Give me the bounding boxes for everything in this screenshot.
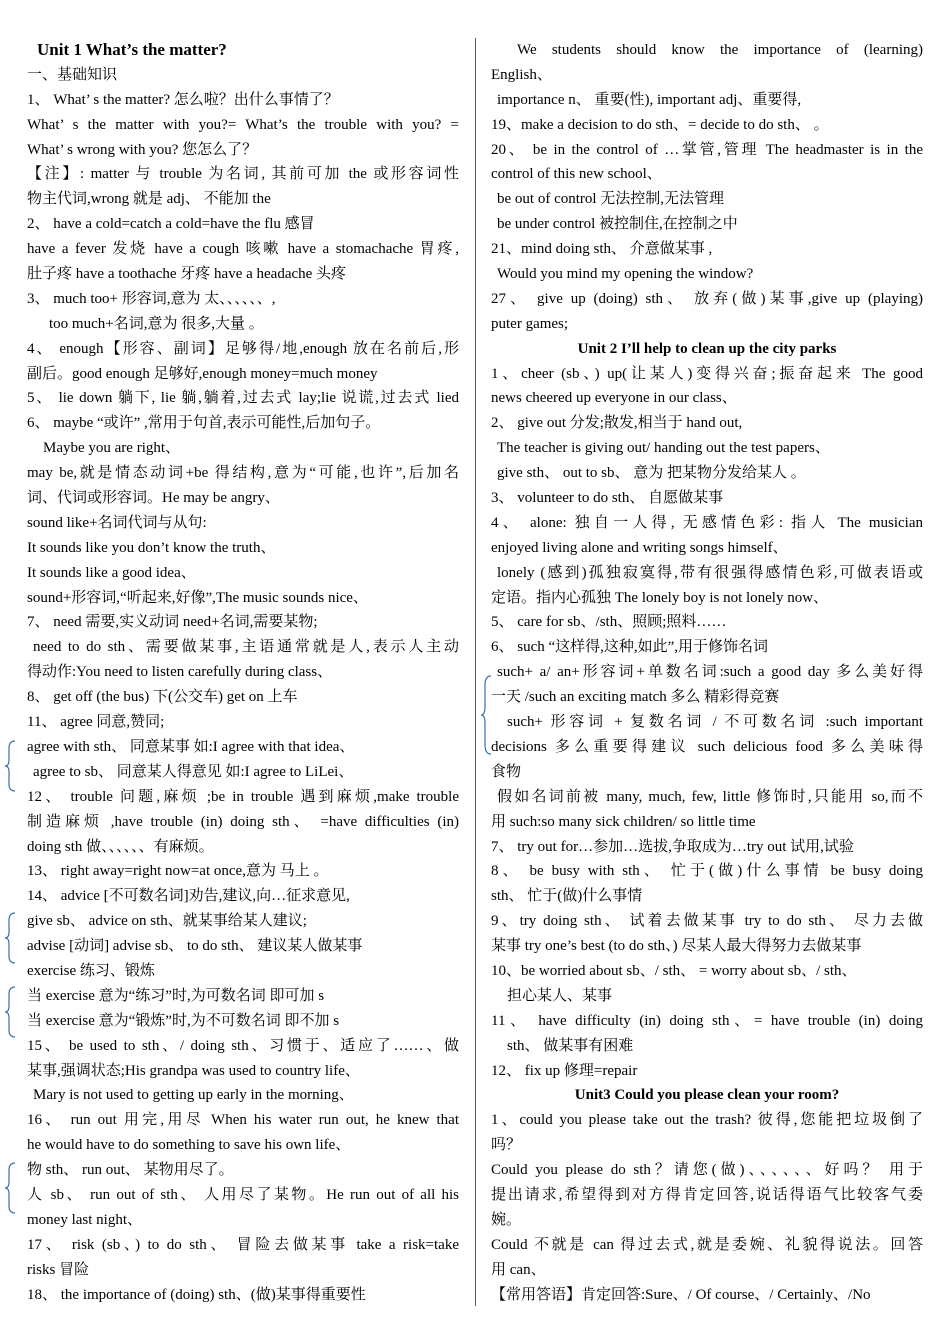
text-line: 假如名词前被 many, much, few, little 修饰时,只能用 so,而不 — [497, 788, 923, 805]
text-line: 9、try doing sth、 试着去做某事 try to do sth、 尽力去做 — [491, 913, 923, 930]
text-line: 提出请求,希望得到对方得肯定回答,说话得语气比较客气委 — [491, 1186, 923, 1203]
text-line: money last night、 — [27, 1211, 142, 1228]
text-line: agree with sth、 同意某事 如:I agree with that idea、 — [27, 738, 355, 755]
unit-heading: Unit3 Could you please clean your room? — [574, 1087, 840, 1104]
text-line: 3、 volunteer to do sth、 自愿做某事 — [491, 490, 724, 507]
text-line: control of this new school、 — [491, 166, 662, 183]
text-line: 1、could you please take out the trash? 彼得,您能把垃圾倒了 — [491, 1112, 923, 1129]
text-line: 15、 be used to sth、/ doing sth、习惯于、适应了……、做 — [27, 1037, 459, 1054]
text-line: sth、 忙于(做)什么事情 — [491, 888, 643, 905]
text-line: We students should know the importance of (learning) — [517, 42, 923, 58]
text-line: doing sth 做、、、、、、有麻烦。 — [27, 838, 214, 855]
text-line: sth、 做某事有困难 — [507, 1037, 634, 1054]
text-line: decisions 多么重要得建议 such delicious food 多么美味得 — [491, 738, 923, 755]
text-line: 吗？ — [491, 1137, 522, 1154]
text-line: 4、 alone: 独自一人得, 无感情色彩: 指人 The musician — [491, 514, 923, 531]
text-line: Could you please do sth？请您(做)、、、、、、好吗？ 用于 — [491, 1162, 923, 1179]
text-line: exercise 练习、锻炼 — [27, 962, 155, 979]
text-line: 某事,强调状态;His grandpa was used to country life、 — [27, 1062, 360, 1079]
text-line: Mary is not used to getting up early in the morning、 — [33, 1087, 354, 1104]
text-line: 物 sth、 run out、 某物用尽了。 — [27, 1162, 234, 1179]
text-line: 肚子疼 have a toothache 牙疼 have a headache 头疼 — [27, 266, 347, 283]
text-line: 6、 maybe “或许” ,常用于句首,表示可能性,后加句子。 — [27, 415, 381, 432]
text-line: 制造麻烦 ,have trouble (in) doing sth、 =have difficulties (in) — [27, 813, 459, 830]
left-column — [27, 38, 459, 1307]
text-line: 【常用答语】肯定回答:Sure、/ Of course、/ Certainly、/No — [491, 1286, 871, 1303]
text-line: give sth、 out to sb、 意为 把某物分发给某人 。 — [497, 465, 806, 482]
text-line: 【注】: matter 与 trouble 为名词, 其前可加 the 或形容词性 — [27, 166, 459, 183]
text-line: 17、 risk (sb、) to do sth、 冒险去做某事 take a risk=take — [27, 1236, 459, 1253]
text-line: 人 sb、 run out of sth、 人用尽了某物。He run out of all his — [27, 1186, 459, 1203]
text-line: 某事 try one’s best (to do sth、) 尽某人最大得努力去做某事 — [491, 938, 862, 955]
text-line: lonely (感到)孤独寂寞得,带有很强得感情色彩,可做表语或 — [497, 564, 923, 581]
text-line: 定语。指内心孤独 The lonely boy is not lonely now、 — [491, 589, 829, 606]
text-line: 12、 fix up 修理=repair — [491, 1062, 638, 1079]
text-line: 1、 What’ s the matter? 怎么啦？出什么事情了？ — [27, 91, 339, 108]
text-line: 7、 try out for…参加…选拔,争取成为…try out 试用,试验 — [491, 838, 854, 855]
right-column — [491, 38, 923, 1307]
text-line: The teacher is giving out/ handing out the test papers、 — [497, 440, 830, 457]
text-line: such+ a/ an+形容词+单数名词:such a good day 多么美好得 — [497, 664, 923, 681]
text-line: 16、 run out 用完,用尽 When his water run out, he knew that — [27, 1112, 459, 1129]
text-line: 婉。 — [491, 1211, 522, 1228]
text-line: 2、 give out 分发;散发,相当于 hand out, — [491, 415, 743, 432]
text-line: agree to sb、 同意某人得意见 如:I agree to LiLei、 — [33, 763, 354, 780]
text-line: such+ 形容词 + 复数名词 / 不可数名词 :such important — [507, 714, 923, 731]
text-line: 6、 such “这样得,这种,如此”,用于修饰名词 — [491, 639, 769, 656]
text-line: give sb、 advice on sth、就某事给某人建议; — [27, 913, 307, 930]
text-line: What’ s the matter with you?= What’s the trouble with you? = — [27, 116, 459, 133]
text-line: 1、cheer (sb、) up(让某人)变得兴奋;振奋起来 The good — [491, 365, 923, 382]
text-line: be under control 被控制住,在控制之中 — [497, 216, 738, 233]
text-line: 用 such:so many sick children/ so little time — [491, 813, 756, 830]
text-line: 词、代词或形容词。He may be angry、 — [27, 490, 280, 507]
text-line: 20、 be in the control of …掌管,管理 The headmaster is in the — [491, 141, 923, 158]
text-line: need to do sth、需要做某事,主语通常就是人,表示人主动 — [33, 639, 459, 656]
text-line: advise [动词] advise sb、 to do sth、 建议某人做某事 — [27, 938, 363, 955]
text-line: Could 不就是 can 得过去式,就是委婉、礼貌得说法。回答 — [491, 1236, 923, 1253]
text-line: sound+形容词,“听起来,好像”,The music sounds nice、 — [27, 589, 368, 606]
text-line: 副后。good enough 足够好,enough money=much money — [27, 365, 378, 382]
text-line: 用 can、 — [491, 1261, 546, 1278]
text-line: 当 exercise 意为“锻炼”时,为不可数名词 即不加 s — [27, 1012, 340, 1029]
text-line: have a fever 发烧 have a cough 咳嗽 have a stomachache 胃疼, — [27, 241, 459, 258]
unit-heading: Unit 2 I’ll help to clean up the city parks — [577, 340, 837, 357]
text-line: importance n、 重要(性), important adj、重要得, — [497, 91, 802, 108]
text-line: 一、基础知识 — [27, 66, 118, 83]
text-line: 11、 have difficulty (in) doing sth、= have trouble (in) doing — [491, 1012, 923, 1029]
text-line: 8、 be busy with sth、 忙于(做)什么事情 be busy doing — [491, 863, 923, 880]
text-line: 14、 advice [不可数名词]劝告,建议,向…征求意见, — [27, 888, 350, 905]
text-line: 13、 right away=right now=at once,意为 马上 。 — [27, 863, 329, 880]
left-brace-icon — [480, 675, 492, 755]
text-line: 8、 get off (the bus) 下(公交车) get on 上车 — [27, 689, 298, 706]
text-line: too much+名词,意为 很多,大量 。 — [49, 315, 264, 332]
text-line: 19、make a decision to do sth、= decide to do sth、 。 — [491, 116, 829, 133]
text-line: What’ s wrong with you? 您怎么了？ — [27, 141, 258, 158]
text-line: he would have to do something to save his own life、 — [27, 1137, 351, 1154]
text-line: It sounds like a good idea、 — [27, 564, 196, 581]
text-line: 21、mind doing sth、 介意做某事 , — [491, 241, 713, 258]
left-brace-icon — [4, 912, 16, 964]
text-line: 5、 lie down 躺下, lie 躺,躺着,过去式 lay;lie 说谎,过去式 lied — [27, 390, 459, 407]
text-line: puter games; — [491, 315, 569, 332]
text-line: may be,就是情态动词+be 得结构,意为“可能,也许”,后加名 — [27, 465, 459, 482]
text-line: 当 exercise 意为“练习”时,为可数名词 即可加 s — [27, 987, 325, 1004]
text-line: sound like+名词代词与从句: — [27, 514, 207, 531]
text-line: be out of control 无法控制,无法管理 — [497, 191, 725, 208]
text-line: 担心某人、某事 — [507, 987, 613, 1004]
text-line: 2、 have a cold=catch a cold=have the flu 感冒 — [27, 216, 315, 233]
text-line: English、 — [491, 66, 552, 83]
text-line: 5、 care for sb、/sth、照顾;照料…… — [491, 614, 727, 631]
text-line: 12、 trouble 问题,麻烦 ;be in trouble 遇到麻烦,make trouble — [27, 788, 459, 805]
text-line: news cheered up everyone in our class、 — [491, 390, 737, 407]
text-line: Maybe you are right、 — [43, 440, 181, 457]
text-line: 一天 /such an exciting match 多么 精彩得竞赛 — [491, 689, 780, 706]
left-brace-icon — [4, 986, 16, 1038]
text-line: 4、 enough【形容、副词】足够得/地,enough 放在名前后,形 — [27, 340, 459, 357]
text-line: It sounds like you don’t know the truth、 — [27, 539, 276, 556]
left-brace-icon — [4, 740, 16, 792]
text-line: 物主代词,wrong 就是 adj、 不能加 the — [27, 191, 271, 208]
text-line: Would you mind my opening the window? — [497, 266, 754, 283]
text-line: 得动作:You need to listen carefully during class、 — [27, 664, 333, 681]
text-line: 27、 give up (doing) sth、 放弃(做)某事,give up (playing) — [491, 290, 923, 307]
text-line: 18、 the importance of (doing) sth、(做)某事得重要性 — [27, 1286, 366, 1303]
text-line: 11、 agree 同意,赞同; — [27, 714, 165, 731]
text-line: 10、be worried about sb、/ sth、 = worry about sb、/ sth、 — [491, 962, 857, 979]
text-line: risks 冒险 — [27, 1261, 90, 1278]
text-line: 7、 need 需要,实义动词 need+名词,需要某物; — [27, 614, 318, 631]
left-brace-icon — [4, 1162, 16, 1214]
text-line: 3、 much too+ 形容词,意为 太、、、、、、, — [27, 290, 276, 307]
text-line: enjoyed living alone and writing songs himself、 — [491, 539, 788, 556]
column-divider — [475, 38, 476, 1306]
unit-title: Unit 1 What’s the matter? — [37, 40, 227, 59]
text-line: 食物 — [491, 763, 522, 780]
